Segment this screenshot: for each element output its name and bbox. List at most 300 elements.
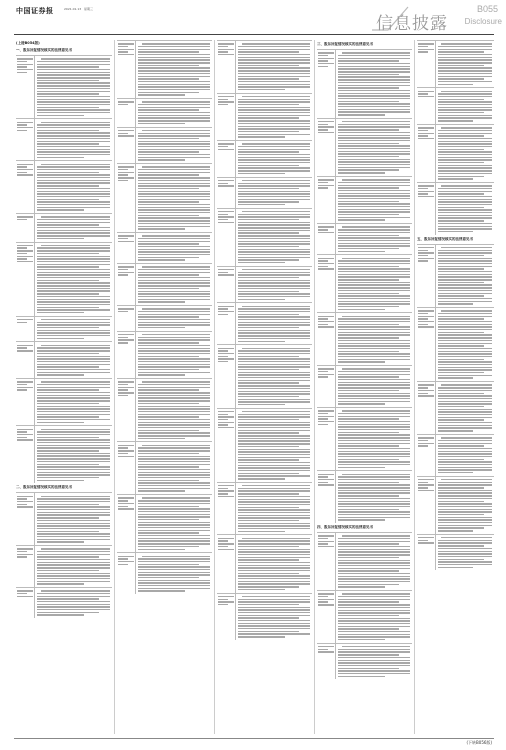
text-line xyxy=(418,384,434,385)
text-block xyxy=(217,482,312,535)
text-line xyxy=(438,348,492,349)
block-label-column xyxy=(417,125,436,182)
text-line xyxy=(338,68,410,69)
text-line xyxy=(338,398,410,399)
text-line xyxy=(438,522,492,523)
text-block xyxy=(317,532,412,590)
text-line xyxy=(138,285,210,286)
text-line xyxy=(17,590,33,591)
text-line xyxy=(238,589,285,590)
text-line xyxy=(37,523,110,524)
text-line xyxy=(218,183,228,184)
text-line xyxy=(338,390,399,391)
text-line xyxy=(37,141,110,142)
block-content xyxy=(35,161,112,213)
text-line xyxy=(118,177,134,178)
text-line xyxy=(242,485,310,486)
text-line xyxy=(418,43,434,44)
text-line xyxy=(37,567,110,568)
text-line xyxy=(218,314,228,315)
text-line xyxy=(138,322,210,323)
text-line xyxy=(438,284,492,285)
block-content xyxy=(336,644,412,680)
text-line xyxy=(218,348,234,349)
text-line xyxy=(338,631,410,632)
text-line xyxy=(418,487,428,488)
text-line xyxy=(138,319,210,320)
text-line xyxy=(238,65,299,66)
text-line xyxy=(438,99,484,100)
text-line xyxy=(338,626,410,627)
text-line xyxy=(238,543,310,544)
text-line xyxy=(37,338,84,339)
text-line xyxy=(338,434,410,435)
text-line xyxy=(118,311,128,312)
text-line xyxy=(138,120,210,121)
text-line xyxy=(338,279,399,280)
text-line xyxy=(37,99,110,100)
text-line xyxy=(338,476,410,477)
text-line xyxy=(37,361,110,362)
text-line xyxy=(438,298,492,299)
text-line xyxy=(238,372,310,373)
text-line xyxy=(37,154,110,155)
text-line xyxy=(438,266,492,267)
text-line xyxy=(37,327,99,328)
text-line xyxy=(118,384,128,385)
column-3 xyxy=(217,40,312,734)
block-content xyxy=(236,345,312,407)
text-line xyxy=(138,514,210,515)
page-code: B055 xyxy=(476,4,498,14)
text-line xyxy=(338,371,410,372)
text-line xyxy=(338,172,385,173)
text-line xyxy=(37,204,110,205)
text-line xyxy=(438,149,484,150)
text-line xyxy=(338,554,410,555)
text-block xyxy=(16,55,112,118)
text-line xyxy=(418,313,428,314)
text-line xyxy=(138,135,210,136)
text-line xyxy=(438,117,492,118)
text-line xyxy=(37,469,110,470)
text-line xyxy=(238,319,310,320)
text-block-group xyxy=(417,40,494,235)
text-line xyxy=(17,261,33,262)
text-line xyxy=(438,430,473,431)
text-line xyxy=(238,89,285,90)
text-line xyxy=(318,410,334,411)
text-line xyxy=(338,114,385,115)
text-line xyxy=(338,601,399,602)
text-line xyxy=(138,569,210,570)
text-line xyxy=(118,508,134,509)
text-line xyxy=(438,135,484,136)
text-block xyxy=(117,552,212,594)
text-line xyxy=(37,439,110,440)
text-line xyxy=(338,651,410,652)
text-line xyxy=(338,282,410,283)
text-line xyxy=(438,159,492,160)
text-line xyxy=(37,324,110,325)
text-line xyxy=(418,49,434,50)
text-line xyxy=(338,361,385,362)
text-line xyxy=(142,381,210,382)
section-heading: 二、股东回复情况核实的法律意见书 xyxy=(16,485,72,490)
text-block-group xyxy=(16,492,112,618)
text-line xyxy=(438,258,492,259)
text-line xyxy=(138,543,210,544)
text-line xyxy=(118,169,128,170)
text-line xyxy=(418,387,428,388)
text-line xyxy=(338,345,410,346)
text-line xyxy=(338,55,410,56)
text-line xyxy=(238,467,310,468)
text-line xyxy=(438,146,492,147)
text-line xyxy=(218,422,234,423)
text-line xyxy=(138,397,210,398)
text-line xyxy=(318,543,328,544)
text-line xyxy=(118,337,128,338)
text-line xyxy=(238,49,310,50)
text-line xyxy=(37,132,110,133)
text-line xyxy=(37,72,110,73)
text-line xyxy=(37,74,110,75)
text-line xyxy=(138,311,210,312)
text-line xyxy=(441,185,492,186)
text-line xyxy=(418,51,428,52)
text-line xyxy=(438,84,473,85)
text-line xyxy=(338,284,410,285)
block-content xyxy=(136,332,212,378)
text-line xyxy=(438,395,492,396)
text-line xyxy=(338,459,399,460)
text-line xyxy=(37,250,110,251)
text-line xyxy=(118,166,134,167)
text-line xyxy=(37,472,110,473)
text-line xyxy=(238,401,310,402)
text-line xyxy=(238,316,310,317)
text-line xyxy=(138,196,210,197)
text-line xyxy=(138,81,210,82)
text-line xyxy=(438,332,484,333)
text-line xyxy=(37,575,110,576)
text-line xyxy=(338,90,410,91)
text-line xyxy=(338,570,399,571)
text-line xyxy=(17,429,33,430)
text-line xyxy=(338,581,410,582)
block-label-column xyxy=(417,41,436,87)
text-line xyxy=(37,601,110,602)
text-line xyxy=(118,564,128,565)
text-line xyxy=(338,235,399,236)
text-line xyxy=(238,609,310,610)
text-line xyxy=(238,214,310,215)
text-line xyxy=(438,303,473,304)
text-line xyxy=(37,207,110,208)
text-line xyxy=(438,501,484,502)
text-line xyxy=(318,263,334,264)
text-line xyxy=(338,209,410,210)
text-line xyxy=(418,482,428,483)
text-line xyxy=(138,416,199,417)
text-line xyxy=(438,525,492,526)
text-line xyxy=(318,474,334,475)
text-block xyxy=(317,118,412,176)
text-line xyxy=(218,143,234,144)
text-line xyxy=(218,185,234,186)
text-line xyxy=(118,269,128,270)
text-block xyxy=(117,163,212,232)
text-line xyxy=(238,517,310,518)
text-line xyxy=(138,342,199,343)
text-line xyxy=(238,199,310,200)
text-line xyxy=(37,369,110,370)
text-line xyxy=(338,403,385,404)
text-block xyxy=(16,587,112,618)
text-line xyxy=(37,536,110,537)
text-line xyxy=(338,263,410,264)
text-line xyxy=(438,527,484,528)
text-line xyxy=(318,368,334,369)
text-line xyxy=(138,107,210,108)
text-line xyxy=(438,495,492,496)
text-line xyxy=(218,308,228,309)
text-line xyxy=(118,445,134,446)
text-line xyxy=(438,143,492,144)
text-line xyxy=(142,166,210,167)
text-line xyxy=(438,490,492,491)
text-line xyxy=(238,285,310,286)
text-line xyxy=(438,545,484,546)
text-line xyxy=(138,138,199,139)
text-line xyxy=(338,148,410,149)
text-line xyxy=(438,387,492,388)
text-block xyxy=(317,470,412,523)
text-line xyxy=(438,443,492,444)
block-content xyxy=(236,41,312,93)
text-line xyxy=(142,130,210,131)
text-line xyxy=(138,115,210,116)
text-line xyxy=(438,340,492,341)
text-block xyxy=(117,127,212,164)
text-line xyxy=(338,607,410,608)
text-line xyxy=(138,540,210,541)
text-line xyxy=(438,138,492,139)
text-line xyxy=(238,272,310,273)
text-line xyxy=(238,251,310,252)
text-line xyxy=(338,562,410,563)
text-line xyxy=(218,424,228,425)
text-line xyxy=(37,406,110,407)
text-line xyxy=(138,430,199,431)
text-line xyxy=(318,258,334,259)
text-line xyxy=(418,255,428,256)
text-line xyxy=(418,130,428,131)
edition-date: 2021.01.13 xyxy=(64,7,82,11)
text-line xyxy=(37,528,110,529)
text-line xyxy=(138,296,210,297)
text-line xyxy=(37,570,99,571)
text-line xyxy=(438,54,492,55)
text-block xyxy=(417,534,494,571)
text-line xyxy=(138,251,210,252)
text-line xyxy=(238,165,299,166)
text-line xyxy=(138,293,210,294)
text-line xyxy=(342,121,410,122)
text-line xyxy=(17,551,27,552)
text-line xyxy=(338,348,410,349)
text-line xyxy=(338,266,399,267)
text-block xyxy=(317,176,412,223)
text-line xyxy=(138,269,210,270)
text-line xyxy=(218,546,228,547)
text-line xyxy=(338,237,410,238)
block-label-column xyxy=(16,426,35,483)
text-line xyxy=(37,477,99,478)
text-line xyxy=(138,238,210,239)
text-line xyxy=(238,449,310,450)
text-line xyxy=(338,546,410,547)
text-line xyxy=(218,353,234,354)
text-line xyxy=(238,123,310,124)
text-line xyxy=(438,324,492,325)
text-line xyxy=(37,85,110,86)
block-content xyxy=(436,308,494,381)
text-line xyxy=(238,291,299,292)
text-line xyxy=(138,188,199,189)
text-line xyxy=(342,646,410,647)
block-label-column xyxy=(317,644,336,680)
text-line xyxy=(41,122,110,123)
text-line xyxy=(118,561,134,562)
text-line xyxy=(138,316,199,317)
text-line xyxy=(318,479,334,480)
text-block xyxy=(217,344,312,407)
block-content xyxy=(436,88,494,124)
text-line xyxy=(338,511,410,512)
text-line xyxy=(37,104,110,105)
text-line xyxy=(37,578,110,579)
text-line xyxy=(438,393,484,394)
text-line xyxy=(138,511,210,512)
block-content xyxy=(136,379,212,441)
text-line xyxy=(138,535,210,536)
block-label-column xyxy=(317,471,336,523)
block-content xyxy=(336,533,412,590)
text-line xyxy=(318,179,334,180)
text-line xyxy=(338,628,399,629)
text-line xyxy=(118,180,128,181)
text-line xyxy=(338,85,410,86)
text-line xyxy=(338,596,410,597)
text-line xyxy=(238,583,310,584)
text-line xyxy=(238,230,310,231)
text-line xyxy=(138,212,210,213)
block-content xyxy=(136,41,212,98)
text-line xyxy=(138,149,210,150)
text-line xyxy=(338,309,385,310)
text-line xyxy=(438,313,492,314)
text-line xyxy=(17,345,33,346)
text-line xyxy=(238,224,310,225)
text-line xyxy=(41,58,110,59)
text-line xyxy=(318,226,334,227)
text-line xyxy=(238,623,310,624)
text-line xyxy=(17,64,33,65)
text-line xyxy=(438,498,492,499)
text-line xyxy=(17,506,33,507)
text-line xyxy=(342,52,410,53)
text-line xyxy=(37,419,110,420)
text-line xyxy=(37,416,99,417)
text-line xyxy=(37,403,99,404)
block-label-column xyxy=(417,535,436,571)
text-line xyxy=(438,112,484,113)
text-block-group xyxy=(217,40,312,640)
block-label-column xyxy=(417,435,436,476)
text-line xyxy=(138,76,210,77)
text-line xyxy=(138,54,210,55)
text-line xyxy=(37,366,99,367)
text-line xyxy=(438,417,492,418)
text-line xyxy=(318,63,334,64)
text-line xyxy=(338,185,410,186)
text-block xyxy=(117,331,212,378)
section-title-en: Disclosure xyxy=(464,17,502,26)
text-line xyxy=(218,49,234,50)
text-line xyxy=(338,126,410,127)
text-line xyxy=(438,209,492,210)
text-line xyxy=(138,566,210,567)
block-label-column xyxy=(117,233,136,263)
text-line xyxy=(338,461,410,462)
text-line xyxy=(238,615,310,616)
text-line xyxy=(238,459,299,460)
text-line xyxy=(37,304,110,305)
text-line xyxy=(438,367,492,368)
text-line xyxy=(138,582,210,583)
text-line xyxy=(438,93,492,94)
text-line xyxy=(238,131,299,132)
text-line xyxy=(338,376,399,377)
text-line xyxy=(218,96,234,97)
text-line xyxy=(441,247,492,248)
text-line xyxy=(438,301,492,302)
block-label-column xyxy=(16,243,35,316)
text-line xyxy=(338,111,410,112)
text-line xyxy=(218,149,234,150)
text-line xyxy=(37,301,110,302)
text-line xyxy=(138,406,210,407)
text-line xyxy=(342,258,410,259)
text-line xyxy=(238,151,299,152)
text-block xyxy=(417,182,494,235)
text-line xyxy=(238,170,310,171)
text-line xyxy=(218,538,234,539)
text-line xyxy=(138,503,210,504)
block-content xyxy=(136,128,212,164)
text-line xyxy=(138,337,210,338)
text-line xyxy=(242,411,310,412)
text-line xyxy=(238,388,310,389)
text-line xyxy=(338,660,410,661)
text-line xyxy=(118,381,134,382)
text-line xyxy=(138,324,210,325)
block-label-column xyxy=(117,164,136,232)
block-content xyxy=(436,535,494,571)
text-line xyxy=(438,157,492,158)
